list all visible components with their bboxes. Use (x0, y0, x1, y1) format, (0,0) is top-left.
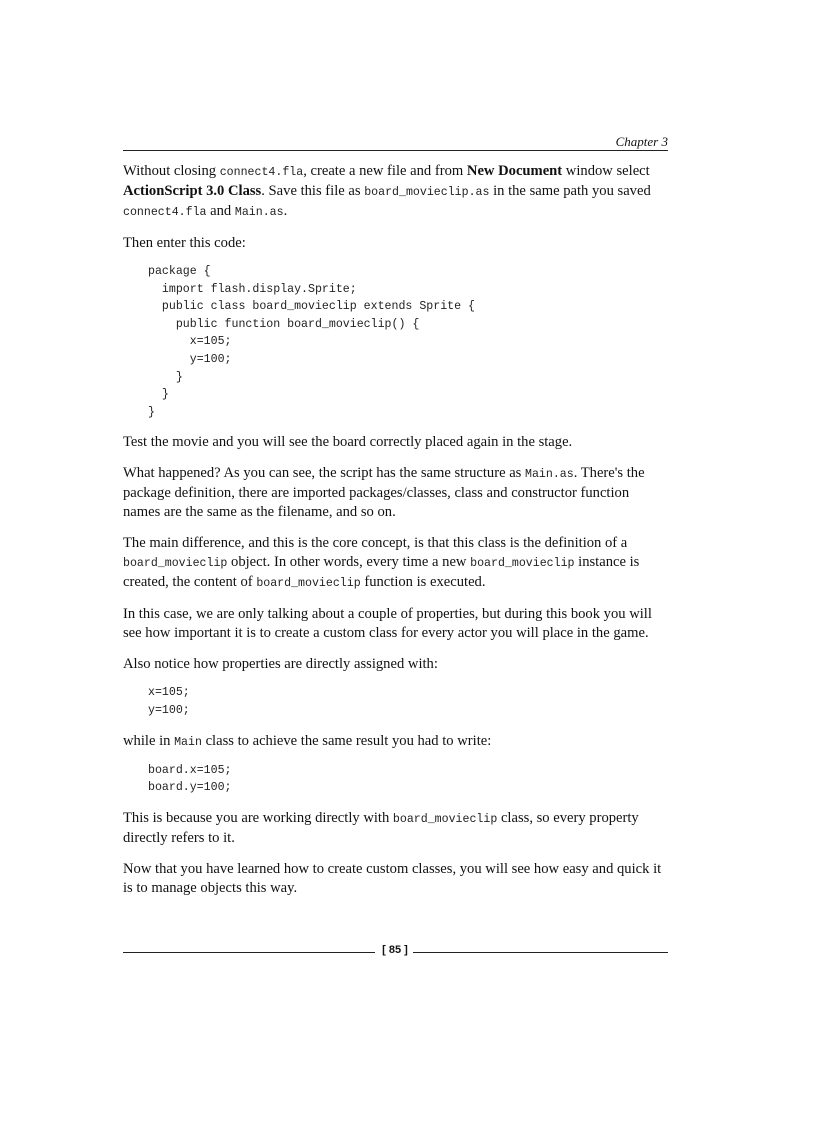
paragraph-main-difference: The main difference, and this is the core concept, is that this class is the definition of a board_movieclip object. In other words, every time a new board_movieclip instance is created, the content of board_movieclip function is executed. (123, 535, 640, 591)
inline-code: Main (174, 735, 202, 749)
code-line: x=105; (148, 686, 190, 700)
paragraph-test-movie: Test the movie and you will see the board correctly placed again in the stage. (123, 434, 573, 451)
code-line: x=105; (148, 335, 232, 349)
code-block-board (148, 762, 668, 797)
paragraph-while-in-main: while in Main class to achieve the same result you had to write: (123, 732, 492, 749)
code-block-class (148, 263, 668, 421)
page-footer (123, 944, 668, 962)
inline-code: board_movieclip (123, 557, 228, 571)
code-line: board.y=100; (148, 781, 232, 795)
paragraph-intro: Without closing connect4.fla, create a new file and from New Document window select ActionScript 3.0 Class. Save this file as board_movieclip.as in the same path you saved connect4.fla and Main.as. (123, 163, 651, 219)
bold-term: ActionScript 3.0 Class (123, 183, 262, 199)
paragraph-also-notice: Also notice how properties are directly assigned with: (123, 656, 438, 673)
code-line: public class board_movieclip extends Sprite { (148, 300, 475, 314)
inline-code: connect4.fla (219, 166, 304, 179)
page-number: [ 85 ] (382, 944, 408, 956)
code-line: package { (148, 265, 211, 278)
code-line: } (148, 370, 183, 384)
inline-code: board_movieclip (256, 577, 361, 591)
inline-code: Main.as (525, 468, 574, 482)
inline-code: connect4.fla (123, 206, 207, 219)
inline-code: Main.as (234, 206, 284, 219)
inline-code: board_movieclip (470, 557, 575, 571)
page-header (123, 134, 668, 151)
code-line: } (148, 388, 169, 402)
code-line: y=100; (148, 703, 190, 717)
footer-rule-right (413, 952, 668, 953)
code-line: public function board_movieclip() { (148, 317, 420, 331)
chapter-label: Chapter 3 (615, 134, 668, 149)
paragraph-what-happened: What happened? As you can see, the script has the same structure as Main.as. There's the package definition, there are imported packages/classes, class and constructor function names are the same as the filename, and so on. (123, 465, 645, 521)
bold-term: New Document (466, 163, 563, 179)
page-content (123, 162, 668, 910)
inline-code: board_movieclip.as (364, 186, 490, 199)
footer-rule-left (123, 952, 375, 953)
paragraph-now-that: Now that you have learned how to create custom classes, you will see how easy and quick it is to manage objects this way. (123, 860, 662, 896)
paragraph-this-is-because: This is because you are working directly with board_movieclip class, so every property directly refers to it. (123, 809, 639, 846)
code-line: import flash.display.Sprite; (148, 282, 357, 296)
paragraph-this-case: In this case, we are only talking about a couple of properties, but during this book you will see how important it is to create a custom class for every actor you will place in the game. (123, 606, 652, 642)
paragraph-enter-code: Then enter this code: (123, 235, 246, 251)
inline-code: board_movieclip (392, 812, 498, 826)
code-line: board.x=105; (148, 763, 232, 777)
code-block-properties (148, 684, 668, 719)
code-line: y=100; (148, 352, 232, 366)
code-line: } (148, 405, 155, 419)
